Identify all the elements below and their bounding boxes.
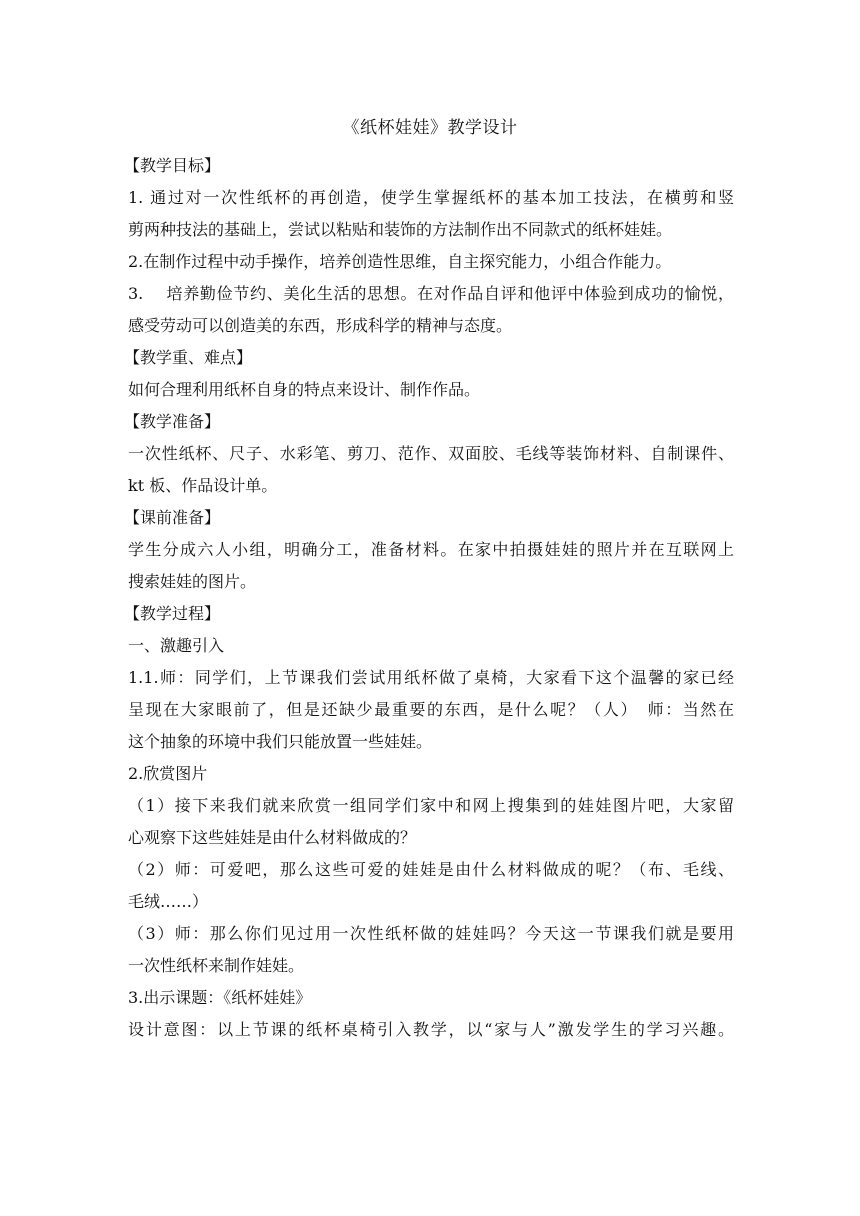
paragraph-line: 一次性纸杯来制作娃娃。 xyxy=(128,956,305,975)
paragraph-line: （1）接下来我们就来欣赏一组同学们家中和网上搜集到的娃娃图片吧，大家留 xyxy=(128,796,734,815)
section-heading: 【课前准备】 xyxy=(124,508,221,527)
section-heading: 【教学准备】 xyxy=(124,412,221,431)
paragraph-line: 1.1.师：同学们，上节课我们尝试用纸杯做了桌椅，大家看下这个温馨的家已经 xyxy=(128,668,734,687)
paragraph-line: 一、激趣引入 xyxy=(128,636,225,655)
paragraph-line: 一次性纸杯、尺子、水彩笔、剪刀、范作、双面胶、毛线等装饰材料、自制课件、 xyxy=(128,444,734,463)
section-heading: 【教学过程】 xyxy=(124,604,221,623)
paragraph-line: 呈现在大家眼前了，但是还缺少最重要的东西，是什么呢？（人） 师：当然在 xyxy=(128,700,734,719)
section-heading: 【教学目标】 xyxy=(124,156,221,175)
document-body xyxy=(124,150,734,1046)
section-heading: 【教学重、难点】 xyxy=(124,348,253,367)
paragraph-line: 2.欣赏图片 xyxy=(128,764,208,783)
paragraph-line: 剪两种技法的基础上，尝试以粘贴和装饰的方法制作出不同款式的纸杯娃娃。 xyxy=(128,220,673,239)
paragraph-line: 学生分成六人小组，明确分工，准备材料。在家中拍摄娃娃的照片并在互联网上 xyxy=(128,540,734,559)
paragraph-line: 3. 培养勤俭节约、美化生活的思想。在对作品自评和他评中体验到成功的愉悦， xyxy=(128,284,734,303)
paragraph-line: 2.在制作过程中动手操作，培养创造性思维，自主探究能力，小组合作能力。 xyxy=(128,252,672,271)
paragraph-line: （3）师：那么你们见过用一次性纸杯做的娃娃吗？今天这一节课我们就是要用 xyxy=(128,924,734,943)
paragraph-line: 感受劳动可以创造美的东西，形成科学的精神与态度。 xyxy=(128,316,513,335)
paragraph-line: kt 板、作品设计单。 xyxy=(128,476,278,495)
paragraph-line: 3.出示课题：《纸杯娃娃》 xyxy=(128,988,312,1007)
paragraph-line: 毛绒……） xyxy=(128,892,209,911)
paragraph-line: 心观察下这些娃娃是由什么材料做成的？ xyxy=(128,828,417,847)
paragraph-line: 搜索娃娃的图片。 xyxy=(128,572,257,591)
paragraph-line: 这个抽象的环境中我们只能放置一些娃娃。 xyxy=(128,732,433,751)
paragraph-line: （2）师：可爱吧，那么这些可爱的娃娃是由什么材料做成的呢？（布、毛线、 xyxy=(128,860,734,879)
paragraph-line: 如何合理利用纸杯自身的特点来设计、制作作品。 xyxy=(128,380,481,399)
paragraph-line: 设计意图：以上节课的纸杯桌椅引入教学，以“家与人”激发学生的学习兴趣。 xyxy=(128,1020,734,1039)
paragraph-line: 1. 通过对一次性纸杯的再创造，使学生掌握纸杯的基本加工技法，在横剪和竖 xyxy=(128,188,734,207)
document-title: 《纸杯娃娃》教学设计 xyxy=(342,118,518,138)
